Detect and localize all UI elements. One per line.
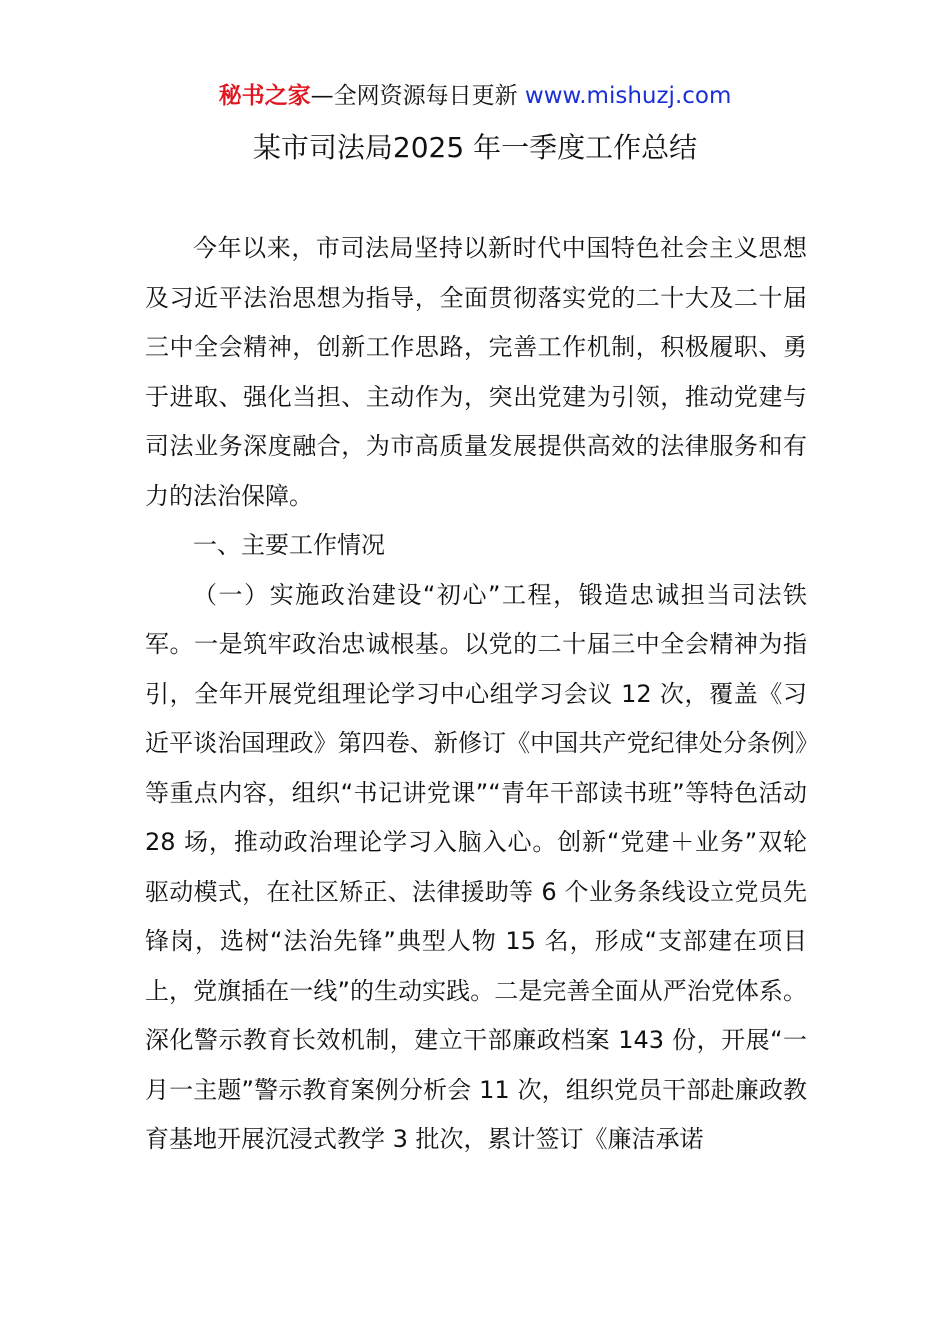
section-heading: 一、主要工作情况 (193, 531, 385, 559)
site-tagline: —全网资源每日更新 (310, 83, 525, 109)
site-brand[interactable]: 秘书之家 (218, 83, 311, 109)
document-body (145, 224, 807, 1165)
site-url-link[interactable]: www.mishuzj.com (524, 83, 732, 109)
document-title: 某市司法局2025 年一季度工作总结 (252, 131, 698, 164)
intro-paragraph: 今年以来，市司法局坚持以新时代中国特色社会主义思想及习近平法治思想为指导，全面贯彻落实党的二十大及二十届三中全会精神，创新工作思路，完善工作机制，积极履职、勇于进取、强化当担、主动作为，突出党建为引领，推动党建与司法业务深度融合，为市高质量发展提供高效的法律服务和有力的法治保障。 (145, 234, 807, 510)
section-paragraph: （一）实施政治建设“初心”工程，锻造忠诚担当司法铁军。一是筑牢政治忠诚根基。以党的二十届三中全会精神为指引，全年开展党组理论学习中心组学习会议 12 次，覆盖《习近平谈治国理政》第四卷、新修订《中国共产党纪律处分条例》等重点内容，组织“书记讲党课”“青年干部读书班”等特色活动 28 场，推动政治理论学习入脑入心。创新“党建＋业务”双轮驱动模式，在社区矫正、法律援助等 6 个业务条线设立党员先锋岗，选树“法治先锋”典型人物 15 名，形成“支部建在项目上，党旗插在一线”的生动实践。二是完善全面从严治党体系。深化警示教育长效机制，建立干部廉政档案 143 份，开展“一月一主题”警示教育案例分析会 11 次，组织党员干部赴廉政教育基地开展沉浸式教学 3 批次，累计签订《廉洁承诺 (145, 580, 807, 1153)
site-header (0, 80, 950, 112)
